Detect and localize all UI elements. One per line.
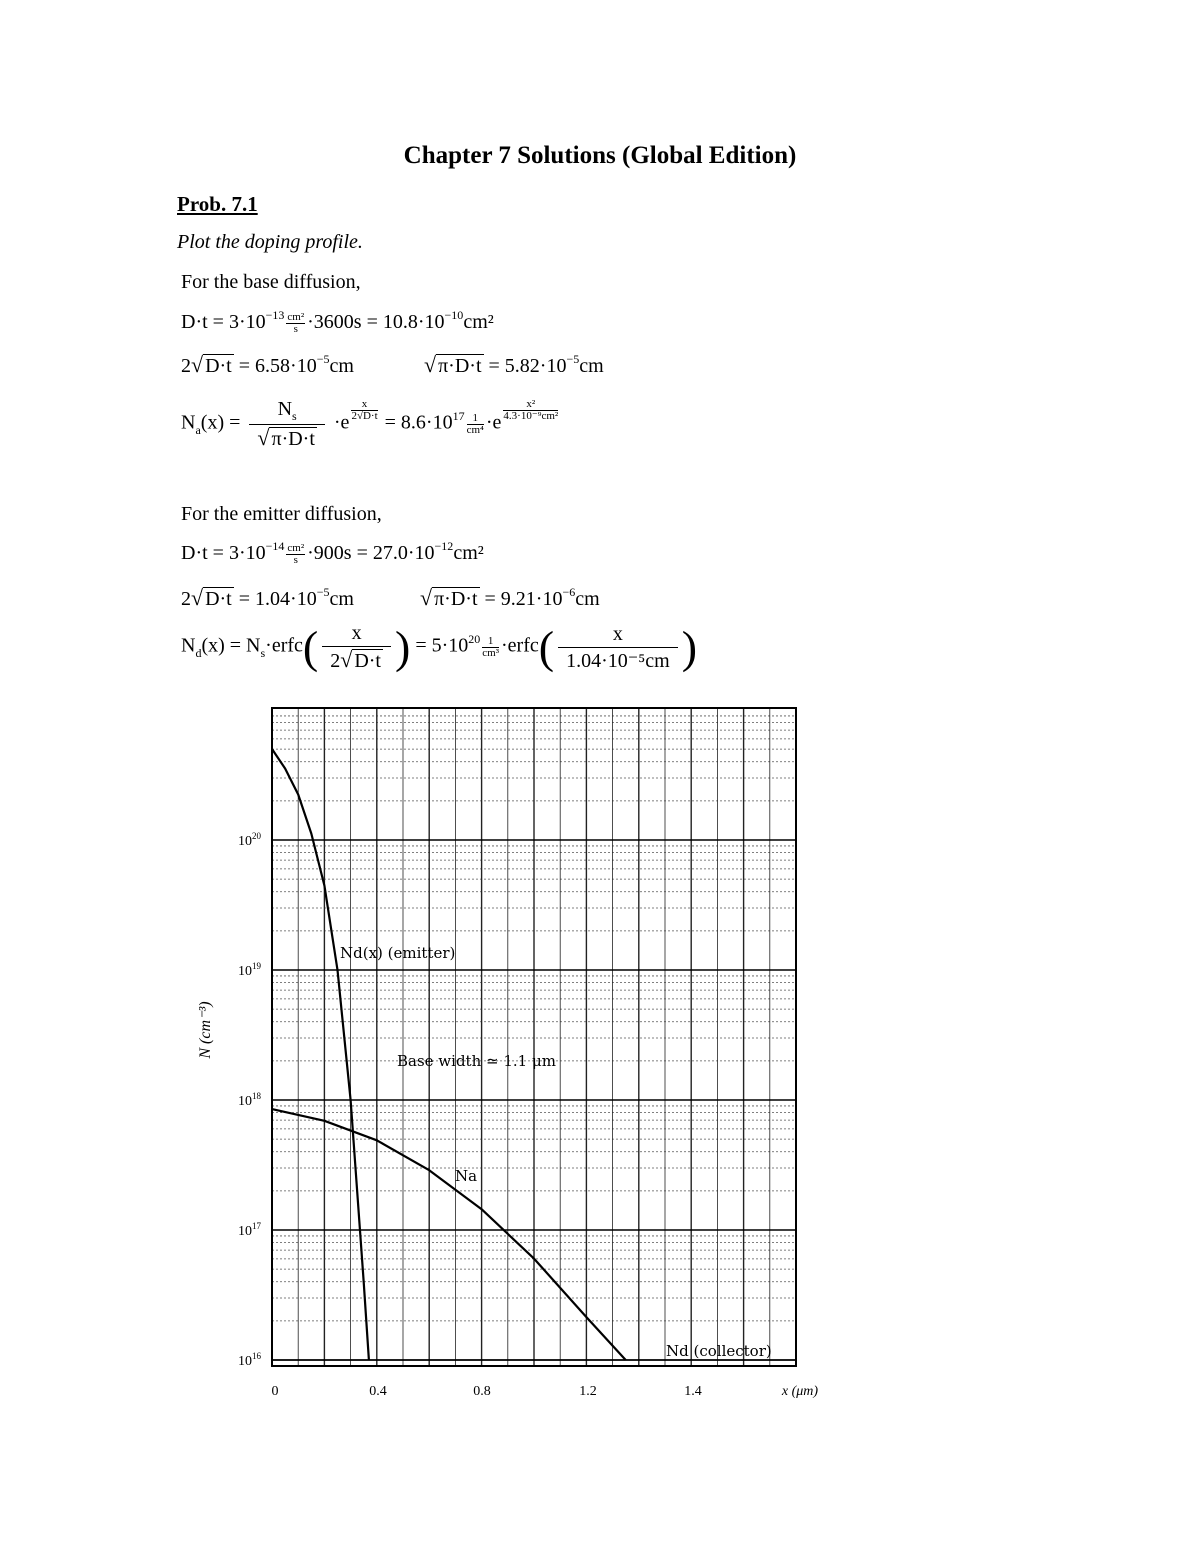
sqrt-sign: √ <box>191 352 204 377</box>
y-axis-label: N (cm⁻³) <box>197 1001 214 1059</box>
value: = 1.04·10 <box>233 588 317 610</box>
y-tick-label <box>238 961 262 979</box>
na-numerator <box>249 396 325 425</box>
lhs: D·t = 3·10 <box>181 542 266 564</box>
unit-den: cm³ <box>482 646 500 659</box>
radicand: D·t <box>354 650 381 672</box>
y-tick-exp: 19 <box>252 961 261 971</box>
erfc-num: x <box>322 620 391 647</box>
erfc-fraction-2 <box>558 621 678 674</box>
value: = 9.21·10 <box>479 588 563 610</box>
emitter-eq-dt <box>181 539 484 566</box>
ns-sub: s <box>292 409 297 423</box>
unit: cm <box>329 355 354 377</box>
unit: cm <box>329 588 354 610</box>
x-tick-label: 0.4 <box>369 1384 387 1399</box>
erfc2-den: 1.04·10⁻⁵cm <box>566 649 670 672</box>
base-width-label: Base width ≃ 1.1 μm <box>397 1052 556 1070</box>
na-arg: (x) = <box>200 411 241 434</box>
unit <box>286 543 305 566</box>
value: = 6.58·10 <box>233 355 317 377</box>
collector-label: Nd (collector) <box>666 1342 772 1360</box>
radicand: D·t <box>205 355 232 377</box>
chart-grid <box>272 708 796 1366</box>
emitter-curve-label: Nd(x) (emitter) <box>340 944 456 962</box>
emitter-eq-sqrt-pidt <box>420 585 600 611</box>
exp-base: ·e <box>333 411 350 434</box>
na-sub: a <box>195 422 201 437</box>
exponent: 17 <box>452 408 465 423</box>
gauss-exponent-2 <box>503 399 558 422</box>
y-tick-label <box>238 1351 262 1369</box>
task-statement: Plot the doping profile. <box>177 231 363 253</box>
radicand: π·D·t <box>271 428 315 450</box>
nd-sub: d <box>195 645 202 660</box>
unit <box>467 413 484 436</box>
x-tick-label: x (μm) <box>781 1384 819 1399</box>
radicand: D·t <box>205 588 232 610</box>
unit: cm <box>575 588 600 610</box>
coef: 2 <box>181 588 191 610</box>
right-paren: ) <box>394 621 411 673</box>
right-paren-2: ) <box>681 621 698 673</box>
nd-symbol: N <box>181 634 196 657</box>
y-tick-exp: 17 <box>252 1221 261 1231</box>
exp-den: 2√D·t <box>351 409 378 422</box>
y-tick-base: 10 <box>238 1354 252 1369</box>
radicand: π·D·t <box>438 355 482 377</box>
y-tick-base: 10 <box>238 1224 252 1239</box>
value: = 5·10 <box>415 634 469 657</box>
sqrt-sign: √ <box>257 425 270 450</box>
erfc-fraction <box>322 620 391 674</box>
x-tick-label: 0 <box>271 1384 279 1399</box>
gauss-exponent <box>351 399 377 422</box>
unit-num: 1 <box>467 413 484 425</box>
y-tick-exp: 18 <box>252 1091 261 1101</box>
y-tick-base: 10 <box>238 834 252 849</box>
ns-sub: s <box>260 645 266 660</box>
coef: 2 <box>330 650 341 672</box>
problem-number: Prob. 7.1 <box>177 192 258 216</box>
exponent: −5 <box>316 585 330 599</box>
exponent: 20 <box>468 631 481 646</box>
y-tick-base: 10 <box>238 1094 252 1109</box>
left-paren-2: ( <box>538 621 555 673</box>
doping-profile-chart <box>190 700 830 1410</box>
sqrt-sign: √ <box>191 585 204 610</box>
unit-num: cm² <box>287 541 305 554</box>
base-heading: For the base diffusion, <box>181 271 361 293</box>
base-eq-dt-unit <box>286 312 305 335</box>
emitter-eq-diffusion-length <box>181 585 354 611</box>
nd-arg: (x) = N <box>201 634 261 657</box>
na-symbol: N <box>181 411 196 434</box>
ns-symbol: N <box>277 398 293 420</box>
coef: 2 <box>181 355 191 377</box>
unit-den: s <box>293 553 298 566</box>
exponent: −5 <box>316 352 330 366</box>
y-tick-label <box>238 1221 262 1239</box>
exponent: −5 <box>566 352 580 366</box>
exp1: −14 <box>265 539 285 553</box>
x-tick-label: 0.8 <box>473 1384 491 1399</box>
base-eq-sqrt-pidt <box>424 352 604 378</box>
value: = 5.82·10 <box>483 355 567 377</box>
unit-den: cm⁴ <box>466 423 484 436</box>
base-eq-dt-exp1: −13 <box>265 308 285 322</box>
x-tick-label: 1.2 <box>579 1384 597 1399</box>
emitter-eq-nd <box>181 620 697 674</box>
emitter-heading: For the emitter diffusion, <box>181 503 382 525</box>
x-tick-label: 1.4 <box>684 1384 702 1399</box>
y-tick-label <box>238 831 262 849</box>
base-eq-dt-lhs: D·t = 3·10 <box>181 311 266 333</box>
na-fraction <box>249 396 325 452</box>
sqrt-sign: √ <box>424 352 437 377</box>
base-eq-diffusion-length <box>181 352 354 378</box>
erfc: ·erfc <box>265 634 303 657</box>
value: = 8.6·10 <box>384 411 453 434</box>
exponent: −6 <box>562 585 576 599</box>
erfc-2: ·erfc <box>501 634 539 657</box>
unit-num: cm² <box>287 310 305 323</box>
base-eq-dt-exp2: −10 <box>444 308 464 322</box>
base-eq-na <box>181 396 560 452</box>
base-eq-dt <box>181 308 494 335</box>
base-eq-dt-end: cm² <box>463 311 494 333</box>
y-tick-label <box>238 1091 262 1109</box>
exp-base-2: ·e <box>485 411 502 434</box>
y-tick-base: 10 <box>238 964 252 979</box>
left-paren: ( <box>302 621 319 673</box>
unit-den: s <box>293 322 298 335</box>
page-title: Chapter 7 Solutions (Global Edition) <box>403 142 797 169</box>
exp2-num: x² <box>503 399 558 411</box>
unit-num: 1 <box>482 636 499 648</box>
y-tick-exp: 20 <box>252 831 261 841</box>
sqrt-sign: √ <box>420 585 433 610</box>
unit: cm <box>579 355 604 377</box>
mid: ·900s = 27.0·10 <box>307 542 435 564</box>
unit <box>482 636 499 659</box>
sqrt-sign: √ <box>340 647 353 672</box>
exp2-den: 4.3·10⁻⁹cm² <box>503 409 559 422</box>
na-curve-label: Na <box>455 1167 478 1185</box>
na-denominator <box>249 425 325 452</box>
y-tick-exp: 16 <box>252 1351 261 1361</box>
radicand: π·D·t <box>434 588 478 610</box>
erfc2-num: x <box>558 621 678 648</box>
erfc-den <box>322 647 391 674</box>
base-eq-dt-mid: ·3600s = 10.8·10 <box>307 311 445 333</box>
exp-num: x <box>351 399 377 411</box>
end: cm² <box>453 542 484 564</box>
exp2: −12 <box>434 539 454 553</box>
